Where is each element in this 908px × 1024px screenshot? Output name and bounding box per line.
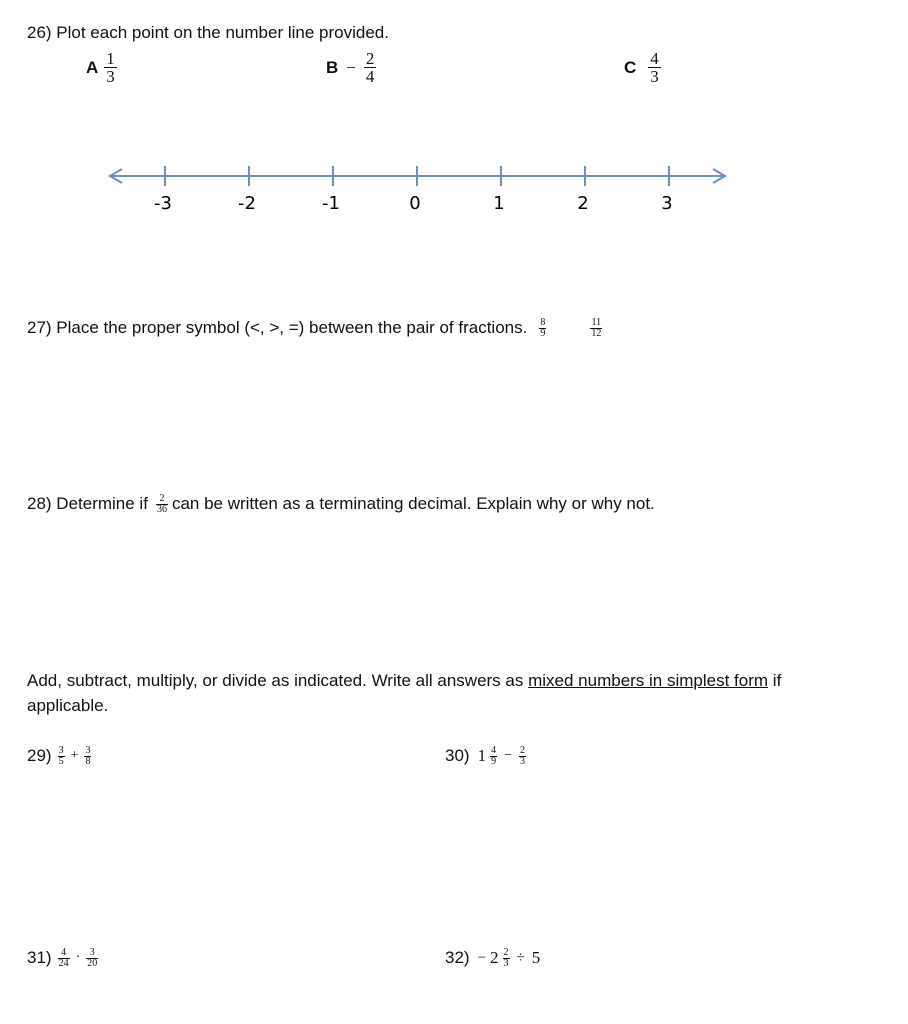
q31-label: 31) bbox=[27, 948, 52, 967]
q27-prompt: 27) Place the proper symbol (<, >, =) between the pair of fractions. bbox=[27, 318, 528, 337]
q28-fraction-numerator: 2 bbox=[159, 492, 165, 504]
point-b-label: B bbox=[326, 57, 339, 77]
q30-fraction-2-denominator: 3 bbox=[519, 755, 525, 767]
q31-fraction-2-numerator: 3 bbox=[89, 946, 95, 958]
point-b-numerator: 2 bbox=[365, 49, 375, 68]
q31-fraction-2-denominator: 20 bbox=[87, 957, 98, 969]
point-c-denominator: 3 bbox=[650, 67, 659, 86]
q27-fraction-1-numerator: 8 bbox=[540, 316, 546, 328]
q28-prompt-end: can be written as a terminating decimal. Explain why or why not. bbox=[171, 494, 655, 513]
q30-fraction-1-denominator: 9 bbox=[491, 755, 497, 767]
number-line-tick-label: -3 bbox=[154, 193, 172, 214]
q29-fraction-2 bbox=[84, 746, 91, 767]
number-line-tick-label: 0 bbox=[409, 193, 421, 214]
q28-fraction-denominator: 36 bbox=[156, 503, 167, 515]
q30-operator: − bbox=[504, 748, 512, 763]
point-b-fraction bbox=[364, 50, 377, 85]
point-a-fraction bbox=[104, 50, 117, 85]
number-line-tick-label: 3 bbox=[661, 193, 673, 214]
q32-fraction-numerator: 2 bbox=[503, 946, 509, 958]
q30-whole: 1 bbox=[477, 746, 487, 765]
instructions-underlined: mixed numbers in simplest form bbox=[528, 671, 769, 690]
q27-fraction-1-denominator: 9 bbox=[540, 327, 546, 339]
q26-prompt: 26) Plot each point on the number line provided. bbox=[27, 23, 389, 42]
point-a-denominator: 3 bbox=[106, 67, 115, 86]
q29-operator: + bbox=[70, 748, 79, 763]
number-line-tick-label: 2 bbox=[577, 193, 589, 214]
q29 bbox=[27, 745, 91, 767]
number-line-tick-label: -1 bbox=[322, 193, 340, 214]
instructions-line-2: applicable. bbox=[27, 696, 109, 715]
number-line-tick-label: 1 bbox=[493, 193, 505, 214]
q29-fraction-2-denominator: 8 bbox=[85, 755, 91, 767]
q32-divisor: 5 bbox=[531, 948, 541, 967]
point-c-numerator: 4 bbox=[650, 49, 659, 68]
q27-fraction-2-numerator: 11 bbox=[591, 316, 602, 328]
point-b bbox=[326, 50, 376, 85]
q28-prompt-start: 28) Determine if bbox=[27, 494, 148, 513]
q30-fraction-2-numerator: 2 bbox=[519, 744, 525, 756]
q27-fraction-2-denominator: 12 bbox=[591, 327, 602, 339]
q30-fraction-1-numerator: 4 bbox=[491, 744, 497, 756]
q27 bbox=[27, 317, 602, 339]
q31-fraction-1-numerator: 4 bbox=[61, 946, 67, 958]
q32-fraction-denominator: 3 bbox=[503, 957, 509, 969]
q32-whole: 2 bbox=[490, 948, 499, 967]
q29-fraction-1-denominator: 5 bbox=[58, 755, 64, 767]
number-line bbox=[100, 155, 740, 225]
point-b-sign: − bbox=[346, 57, 356, 77]
q31-fraction-2 bbox=[86, 948, 98, 969]
q30 bbox=[445, 745, 526, 767]
point-b-denominator: 4 bbox=[365, 67, 375, 86]
q31 bbox=[27, 947, 98, 969]
q31-fraction-1 bbox=[58, 948, 70, 969]
q32-sign: − bbox=[477, 950, 487, 966]
q27-fraction-1 bbox=[539, 318, 546, 339]
q30-label: 30) bbox=[445, 746, 470, 765]
instructions-text: Add, subtract, multiply, or divide as indicated. Write all answers as bbox=[27, 671, 529, 690]
q27-fraction-2 bbox=[590, 318, 602, 339]
instructions-line-1 bbox=[27, 670, 781, 692]
point-a-label: A bbox=[86, 57, 99, 77]
q31-operator: · bbox=[75, 950, 81, 965]
point-a bbox=[86, 50, 117, 85]
q31-fraction-1-denominator: 24 bbox=[58, 957, 69, 969]
q32-operator: ÷ bbox=[516, 950, 525, 966]
q28 bbox=[27, 493, 655, 515]
point-a-numerator: 1 bbox=[106, 49, 115, 68]
q30-fraction-2 bbox=[519, 746, 526, 767]
q29-fraction-1-numerator: 3 bbox=[58, 744, 64, 756]
point-c bbox=[624, 50, 661, 85]
q28-fraction bbox=[156, 494, 168, 515]
point-c-label: C bbox=[624, 57, 637, 77]
q29-label: 29) bbox=[27, 746, 52, 765]
number-line-tick-label: -2 bbox=[238, 193, 256, 214]
q29-fraction-2-numerator: 3 bbox=[85, 744, 91, 756]
q30-fraction-1 bbox=[490, 746, 497, 767]
q29-fraction-1 bbox=[58, 746, 65, 767]
instructions-text-end: if bbox=[768, 671, 782, 690]
q32-fraction bbox=[503, 948, 510, 969]
q32 bbox=[445, 947, 540, 969]
point-c-fraction bbox=[648, 50, 661, 85]
q32-label: 32) bbox=[445, 948, 470, 967]
